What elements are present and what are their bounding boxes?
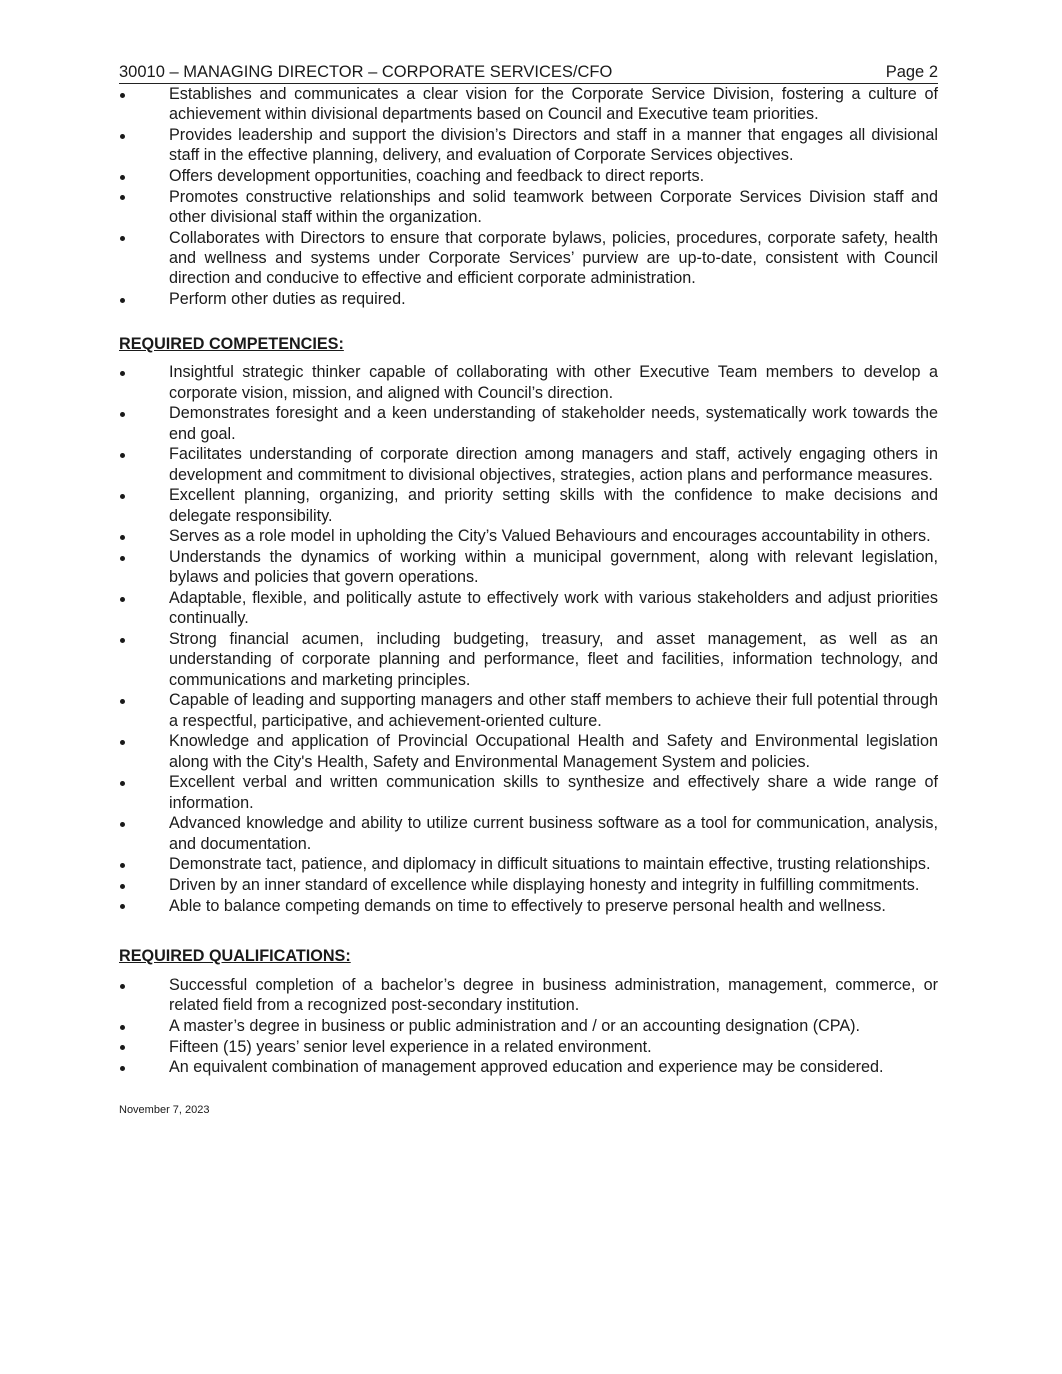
section-title-qualifications: REQUIRED QUALIFICATIONS: bbox=[119, 947, 351, 965]
section-title-competencies: REQUIRED COMPETENCIES: bbox=[119, 335, 344, 354]
list-item: Collaborates with Directors to ensure that corporate bylaws, policies, procedures, corporate safety, health and wellness and systems under Corporate Services’ purview are up-to-date, consistent with Council direction and conducive to effective and efficient corporate administration. bbox=[119, 228, 938, 289]
list-item: Advanced knowledge and ability to utilize current business software as a tool for communication, analysis, and documentation. bbox=[119, 813, 938, 854]
list-item: Driven by an inner standard of excellence while displaying honesty and integrity in fulfilling commitments. bbox=[119, 875, 938, 895]
list-item: Excellent verbal and written communication skills to synthesize and effectively share a wide range of information. bbox=[119, 772, 938, 813]
list-item: Facilitates understanding of corporate direction among managers and staff, actively engaging others in development and commitment to divisional objectives, strategies, action plans and performance measures. bbox=[119, 444, 938, 485]
page-header bbox=[119, 62, 938, 84]
list-item: Insightful strategic thinker capable of collaborating with other Executive Team members to develop a corporate vision, mission, and aligned with Council’s direction. bbox=[119, 362, 938, 403]
page-number: Page 2 bbox=[885, 63, 938, 81]
list-item: Fifteen (15) years’ senior level experience in a related environment. bbox=[119, 1037, 938, 1057]
list-item: Understands the dynamics of working within a municipal government, along with relevant legislation, bylaws and policies that govern operations. bbox=[119, 547, 938, 588]
competencies-list bbox=[119, 362, 938, 916]
qualifications-list bbox=[119, 975, 938, 1078]
list-item: Promotes constructive relationships and solid teamwork between Corporate Services Division staff and other divisional staff within the organization. bbox=[119, 187, 938, 228]
list-item: Capable of leading and supporting managers and other staff members to achieve their full potential through a respectful, participative, and achievement-oriented culture. bbox=[119, 690, 938, 731]
list-item: Excellent planning, organizing, and priority setting skills with the confidence to make decisions and delegate responsibility. bbox=[119, 485, 938, 526]
list-item: Adaptable, flexible, and politically astute to effectively work with various stakeholders and adjust priorities continually. bbox=[119, 588, 938, 629]
list-item: Establishes and communicates a clear vision for the Corporate Service Division, fostering a culture of achievement within divisional departments based on Council and Executive team priorities. bbox=[119, 84, 938, 125]
list-item: Strong financial acumen, including budgeting, treasury, and asset management, as well as an understanding of corporate planning and performance, fleet and facilities, information technology, and communications and marketing principles. bbox=[119, 629, 938, 690]
list-item: Offers development opportunities, coaching and feedback to direct reports. bbox=[119, 166, 938, 186]
footer-date: November 7, 2023 bbox=[119, 1103, 210, 1116]
list-item: Knowledge and application of Provincial Occupational Health and Safety and Environmental legislation along with the City's Health, Safety and Environmental Management System and policies. bbox=[119, 731, 938, 772]
list-item: Successful completion of a bachelor’s degree in business administration, management, commerce, or related field from a recognized post-secondary institution. bbox=[119, 975, 938, 1016]
document-page bbox=[119, 62, 938, 1116]
list-item: Able to balance competing demands on time to effectively to preserve personal health and wellness. bbox=[119, 896, 938, 916]
list-item: A master’s degree in business or public administration and / or an accounting designation (CPA). bbox=[119, 1016, 938, 1036]
list-item: Demonstrates foresight and a keen understanding of stakeholder needs, systematically work towards the end goal. bbox=[119, 403, 938, 444]
duties-list bbox=[119, 84, 938, 309]
list-item: Serves as a role model in upholding the City’s Valued Behaviours and encourages accountability in others. bbox=[119, 526, 938, 546]
header-title: 30010 – MANAGING DIRECTOR – CORPORATE SERVICES/CFO bbox=[119, 63, 613, 81]
list-item: An equivalent combination of management approved education and experience may be considered. bbox=[119, 1057, 938, 1077]
list-item: Demonstrate tact, patience, and diplomacy in difficult situations to maintain effective, trusting relationships. bbox=[119, 854, 938, 874]
list-item: Provides leadership and support the division’s Directors and staff in a manner that engages all divisional staff in the effective planning, delivery, and evaluation of Corporate Services objectives. bbox=[119, 125, 938, 166]
list-item: Perform other duties as required. bbox=[119, 289, 938, 309]
